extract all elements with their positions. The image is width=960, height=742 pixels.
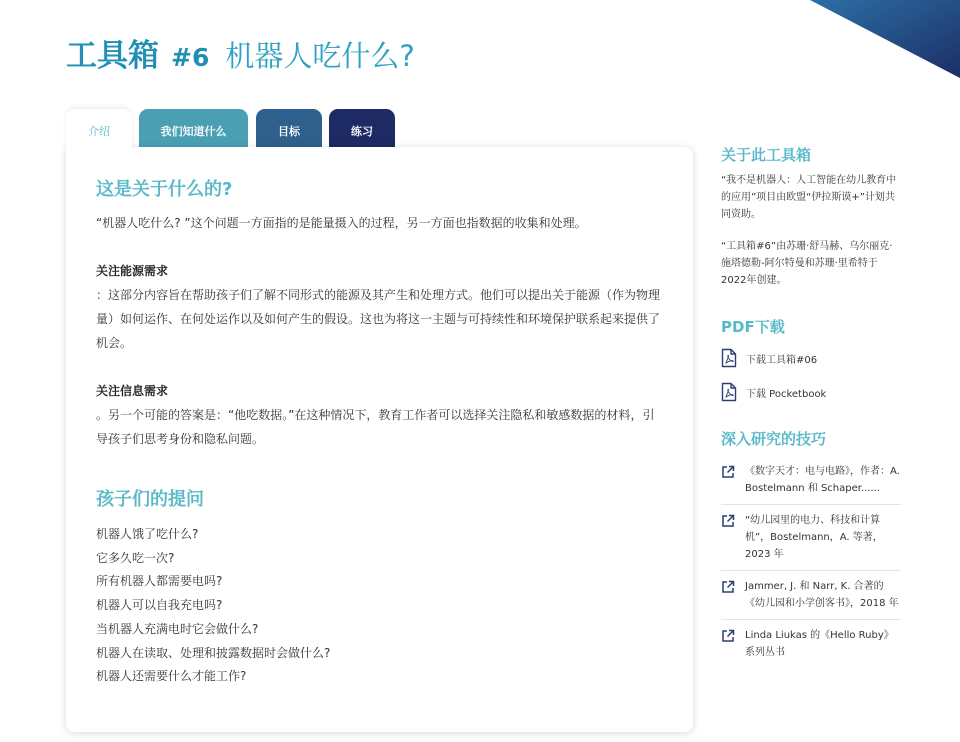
- research-tips-heading: 深入研究的技巧: [721, 430, 827, 448]
- section-heading-kids-questions: 孩子们的提问: [96, 489, 204, 510]
- tip-link-kindergarten-electricity[interactable]: [721, 505, 901, 571]
- about-funding-text: “我不是机器人：人工智能在幼儿教育中的应用”项目由欧盟“伊拉斯谟+”计划共同资助。: [721, 175, 897, 220]
- download-toolbox-link[interactable]: [721, 346, 901, 370]
- pdf-file-icon: [721, 348, 737, 368]
- energy-focus-text: ：这部分内容旨在帮助孩子们了解不同形式的能源及其产生和处理方式。他们可以提出关于能源（作为物理量）如何运作、在何处运作以及如何产生的假设。这也为将这一主题与可持续性和环境保护联系起来提供了机会。: [96, 288, 661, 350]
- pdf-download-label: 下载工具箱#06: [746, 354, 818, 366]
- question-item: 当机器人充满电时它会做什么?: [96, 621, 259, 636]
- tab-what-we-know[interactable]: 我们知道什么: [139, 109, 248, 149]
- info-focus-text: 。另一个可能的答案是：“他吃数据。”在这种情况下，教育工作者可以选择关注隐私和敏感数据的材料，引导孩子们思考身份和隐私问题。: [96, 408, 655, 446]
- tip-text: Jammer, J. 和 Narr, K. 合著的《幼儿园和小学创客书》，2018 年: [745, 581, 899, 609]
- research-tips-list: [721, 456, 901, 668]
- page-title: [66, 30, 415, 75]
- download-pocketbook-link[interactable]: [721, 380, 901, 404]
- question-item: 所有机器人都需要电吗?: [96, 574, 223, 589]
- tab-intro[interactable]: 介绍: [66, 109, 132, 151]
- questions-list: [96, 523, 663, 689]
- info-focus-heading: 关注信息需求: [96, 384, 169, 398]
- about-authors-text: “工具箱#6”由苏珊·舒马赫、乌尔丽克·施塔德勒-阿尔特曼和苏珊·里希特于2022年创建。: [721, 241, 893, 286]
- question-item: 它多久吃一次?: [96, 550, 175, 565]
- external-link-icon: [721, 465, 735, 479]
- main-content-card: [66, 147, 693, 732]
- section-heading-about: 这是关于什么的?: [96, 179, 233, 200]
- question-item: 机器人还需要什么才能工作?: [96, 669, 247, 684]
- about-toolbox-heading: 关于此工具箱: [721, 146, 812, 164]
- page-title-number: #6: [171, 43, 210, 72]
- page-title-sub: 机器人吃什么?: [225, 39, 415, 73]
- external-link-icon: [721, 514, 735, 528]
- tip-text: “幼儿园里的电力、科技和计算机”，Bostelmann，A. 等著，2023 年: [745, 515, 883, 560]
- pdf-download-label: 下载 Pocketbook: [746, 388, 827, 400]
- question-item: 机器人可以自我充电吗?: [96, 598, 223, 613]
- energy-focus-heading: 关注能源需求: [96, 264, 169, 278]
- external-link-icon: [721, 629, 735, 643]
- tab-goals[interactable]: 目标: [256, 109, 322, 149]
- external-link-icon: [721, 580, 735, 594]
- page-title-main: 工具箱: [66, 38, 159, 74]
- tab-practice[interactable]: 练习: [329, 109, 395, 149]
- tip-link-hello-ruby[interactable]: [721, 620, 901, 668]
- intro-paragraph: “机器人吃什么? ”这个问题一方面指的是能量摄入的过程，另一方面也指数据的收集和处理。: [96, 216, 587, 230]
- pdf-file-icon: [721, 382, 737, 402]
- tip-text: Linda Liukas 的《Hello Ruby》系列丛书: [745, 630, 894, 658]
- tip-link-maker-book[interactable]: [721, 571, 901, 620]
- sidebar: [721, 144, 901, 668]
- question-item: 机器人饿了吃什么?: [96, 527, 199, 541]
- tip-link-digital-genius[interactable]: [721, 456, 901, 505]
- tip-text: 《数字天才：电与电路》，作者：A. Bostelmann 和 Schaper......: [745, 466, 900, 494]
- question-item: 机器人在读取、处理和披露数据时会做什么?: [96, 645, 331, 660]
- corner-decoration: [810, 0, 960, 78]
- pdf-download-heading: PDF下载: [721, 318, 785, 336]
